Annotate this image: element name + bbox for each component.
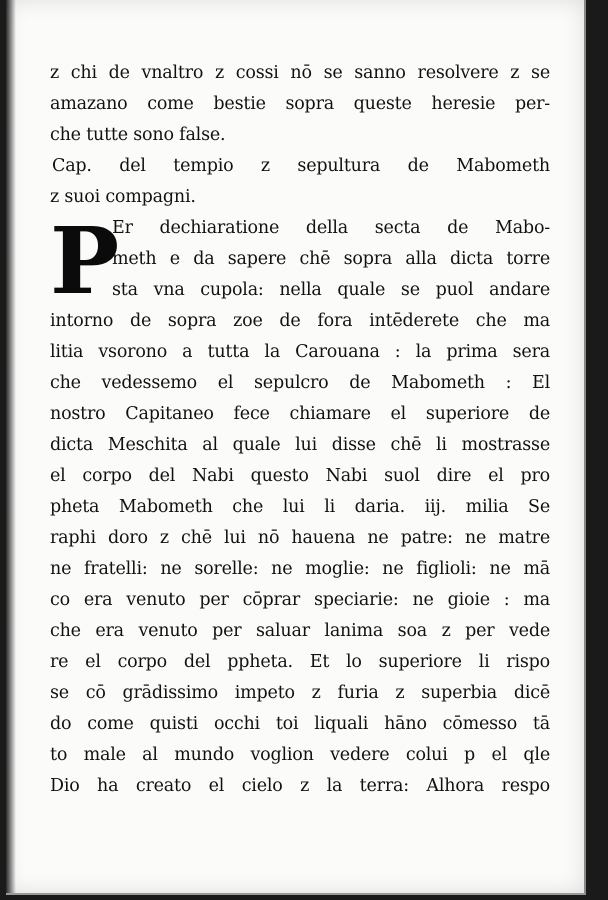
chapter-heading-line: Cap. del tempio z sepultura de Mabometh	[52, 156, 550, 176]
text-line: intorno de sopra zoe de fora intēderete che ma	[50, 311, 550, 331]
text-line: ne fratelli: ne sorelle: ne moglie: ne figlioli: ne mā	[50, 559, 550, 579]
text-line: dicta Meschita al quale lui disse chē li mostrasse	[50, 435, 550, 455]
text-line: z chi de vnaltro z cossi nō se sanno resolvere z se	[50, 63, 550, 83]
text-line: el corpo del Nabi questo Nabi suol dire el pro	[50, 466, 550, 486]
text-line: meth e da sapere chē sopra alla dicta torre	[112, 249, 550, 269]
text-line: co era venuto per cōprar speciarie: ne gioie : ma	[50, 590, 550, 610]
text-line: litia vsorono a tutta la Carouana : la prima sera	[50, 342, 550, 362]
book-page	[6, 0, 586, 895]
text-line: che era venuto per saluar lanima soa z per vede	[50, 621, 550, 641]
text-line: se cō grādissimo impeto z furia z superbia dicē	[50, 683, 550, 703]
text-line: raphi doro z chē lui nō hauena ne patre: ne matre	[50, 528, 550, 548]
text-line: Er dechiaratione della secta de Mabo-	[112, 218, 550, 238]
text-line: che vedessemo el sepulcro de Mabometh : El	[50, 373, 550, 393]
text-line: re el corpo del ppheta. Et lo superiore li rispo	[50, 652, 550, 672]
chapter-body	[50, 207, 550, 802]
text-line: amazano come bestie sopra queste heresie per-	[50, 94, 550, 114]
page-text	[50, 58, 550, 802]
text-line: Dio ha creato el cielo z la terra: Alhora respo	[50, 776, 550, 796]
text-line: che tutte sono false.	[50, 125, 226, 145]
text-line: nostro Capitaneo fece chiamare el superiore de	[50, 404, 550, 424]
text-line: to male al mundo voglion vedere colui p el qle	[50, 745, 550, 765]
text-line: pheta Mabometh che lui li daria. iij. milia Se	[50, 497, 550, 517]
drop-cap-initial: P	[50, 207, 119, 315]
text-line: do come quisti occhi toi liquali hāno cōmesso tā	[50, 714, 550, 734]
chapter-heading-line: z suoi compagni.	[50, 187, 196, 207]
text-line: sta vna cupola: nella quale se puol andare	[112, 280, 550, 300]
